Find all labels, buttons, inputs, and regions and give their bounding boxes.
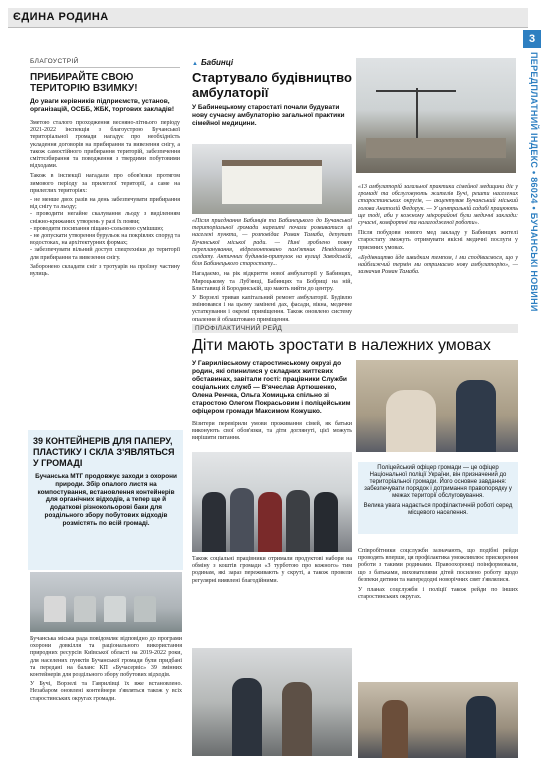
person <box>286 490 310 552</box>
side-strip-text: ПЕРЕДПЛАТНИЙ ІНДЕКС • 86024 • БУЧАНСЬКІ НОВИНИ <box>529 52 539 312</box>
body-paragraph: Візитери перевірили умови проживання сімей, як батьки виконують свої обов'язки, та діти доглянуті, цієї можуть вирішити питання. <box>192 421 352 442</box>
recycling-body <box>30 636 182 703</box>
clinic-building-photo <box>192 144 352 214</box>
clinic-header <box>192 58 352 128</box>
divider <box>30 67 180 68</box>
person <box>258 492 282 552</box>
photo-caption: Поліцейський офіцер громади — це офіцер Національної поліції України, він призначений до територіальної громади. Його основне завдання: забезпечувати порядок і дотримання правопорядку у межах території обслуговування. <box>364 465 512 499</box>
rubric: ПРОФІЛАКТИЧНИЙ РЕЙД <box>192 324 518 333</box>
family-photo <box>356 360 518 452</box>
raid-body-left <box>192 556 352 585</box>
clinic-body-right <box>358 184 518 276</box>
headline: 39 КОНТЕЙНЕРІВ ДЛЯ ПАПЕРУ, ПЛАСТИКУ І СКЛА З'ЯВЛЯТЬСЯ У ГРОМАДІ <box>33 436 175 468</box>
left-article <box>30 58 180 278</box>
body-paragraph: Зметою сталого проходження весняно-літнього періоду 2021-2022 інспекція з благоустрою Бучанської територіальної громади нагадує про необхідність укладення договорів на прибирання та вивезення снігу, а також самостійного прибирання територій, забезпечення сміттєзбирання та поводження з твердими побутовими відходами. <box>30 120 180 170</box>
headline: Стартувало будівництво амбулаторії <box>192 70 352 100</box>
home-photo <box>358 682 518 758</box>
body-paragraph: У Бучі, Ворзелі та Гаврилівці їх вже встановлено. Незабаром оновлені контейнери з'являться також у всіх старостинських округах громади. <box>30 681 182 702</box>
body-paragraph: Бучанська міська рада повідомляє відповідно до програми охорони довкілля та раціонального використання природних ресурсів Київської області на 2019-2022 роки, для населених пунктів Бучанської громади були придбані та передані на баланс КП «Бучасервіс» 39 змінних контейнерів для роздільного збору побутових відходів. <box>30 636 182 679</box>
bullet-item: - забезпечувати вільний доступ спецтехніки до території для прибирання та вивезення снігу. <box>30 247 180 261</box>
body-paragraph: У планах соцслужби і поліції також рейди по інших старостинських округах. <box>358 587 518 601</box>
roof <box>222 160 322 166</box>
foundation <box>366 138 506 158</box>
container <box>74 596 96 622</box>
containers-photo <box>30 572 182 632</box>
body-paragraph: Нагадаємо, на рік відкриття нової амбулаторії у Бабинцях, Мироцькому та Луб'янці, Бабинцях та Бобриці на ній, Блиставиці й Бородянській, що мають вийти до центру. <box>192 271 352 292</box>
headline: Діти мають зростати в належних умовах <box>192 337 491 354</box>
page-header <box>8 8 528 28</box>
lead: У Бабинецькому старостаті почали будувати нову сучасну амбулаторію загальної практики сімейної медицини. <box>192 104 345 127</box>
container <box>44 596 66 622</box>
bullet-item: - проводити негайне скалування льоду з виділенням сніжно-крижаних утворень у разі їх появи; <box>30 211 180 225</box>
raid-lead <box>192 360 352 443</box>
body-paragraph: У Ворзелі тривав капітальний ремонт амбулаторії. Будівлю змінювався і на цьому замінені дах, фасади, вікна, медичне устаткування і окремі приміщення. Також оновлено систему опалення й облаштовано приміщення. <box>192 295 352 323</box>
clinic-body-left <box>192 218 352 324</box>
recycling-article <box>33 436 179 528</box>
caption-content <box>362 465 514 517</box>
construction-photo <box>356 58 516 173</box>
person <box>382 700 408 758</box>
child <box>386 390 436 452</box>
headline: ПРИБИРАЙТЕ СВОЮ ТЕРИТОРІЮ ВЗИМКУ! <box>30 72 138 94</box>
lead: У Гаврилівському старостинському окрузі до родин, які опинилися у складних життєвих обставинах, завітали гості: працівники Служби соціальних служб — В'ячеслав Артюшенко, Олена Ренчка, Ольга Хомицька спільно зі старостою Олегом Покрасьовим і поліцейським офіцером громади Максимом Кожушко. <box>192 360 351 415</box>
person <box>230 488 254 552</box>
quote: «Будівництво йде швидким темпом, і ми сподіваємося, що у найближчий термін ми отримаємо нову амбулаторію», — зазначив Роман Тамаба. <box>358 254 518 276</box>
person <box>202 492 226 552</box>
body-paragraph: Також в інспекції нагадали про обов'язки протягом зимового періоду за прилеглої території, а саме на прилеглих територіях: <box>30 173 180 194</box>
crane-arm <box>376 90 456 92</box>
photo-caption: Велика увага надається профілактичній роботі серед місцевого населення. <box>363 503 513 516</box>
quote: «13 амбулаторій загальної практики сімейної медицини діє у громаді та обслуговують жителів Бучі, решти населених старостинських округів, — акцентував Бучанський міський голова Анатолій Федорук. — У центральній садибі працюють ще тоді, аби у кожному мікрорайоні були медичні заклади: сучасні, комфортні та налагодженої роботи». <box>358 184 518 227</box>
person <box>314 492 338 552</box>
building <box>222 166 322 204</box>
rubric: БЛАГОУСТРІЙ <box>30 58 79 65</box>
container <box>134 596 156 622</box>
section-title: ЄДИНА РОДИНА <box>13 11 109 23</box>
bullet-item: - проводити посипання піщано-сольовою сумішшю; <box>30 225 164 232</box>
person <box>282 682 312 756</box>
side-strip <box>523 52 541 612</box>
bullet-item: - не допускати утворення бурульок на покрівлях споруд та водостоках, на архітектурних формах; <box>30 233 180 247</box>
visit-photo <box>192 648 352 756</box>
raid-body-right <box>358 548 518 601</box>
bullet-item: - не менше двох разів на день забезпечувати прибирання від снігу та льоду; <box>30 197 180 211</box>
container <box>104 596 126 622</box>
officer <box>232 678 262 756</box>
body-paragraph: Співробітники соцслужби зазначають, що подібні рейди проводять вперше, ця профілактика уможливлює прискорення роботи з такими родинами. Правоохоронці поінформовали, що з батьками, вихователями дітей посилено роботу щодо безпеки дитини та напередодні новорічних свят з'являлися. <box>358 548 518 583</box>
officer <box>456 380 496 452</box>
page-number: 3 <box>523 30 541 48</box>
body-paragraph: Заборонено складати сніг з тротуарів на проїзну частину вулиць. <box>30 263 180 278</box>
body-paragraph: Також соціальні працівники отримали продуктові набори на обміну з коштів громади «З турботою про кожного» тим родинам, які зараз переживають у скруті, а також провели регулярні виявлені благодійними. <box>192 556 352 584</box>
officer <box>466 696 496 758</box>
lead: До уваги керівників підприємств, установ, організацій, ОСББ, ЖБК, торгових закладів! <box>30 98 175 113</box>
body-paragraph: Після побудови нового мед закладу у Бабинцях жителі старостату зможуть отримувати якісні медичні послуги у приємних умовах. <box>358 230 518 251</box>
quote: «Після приєднання Бабинців та Бабинецького до Бучанської територіальної громади нарешті почали розвиватися ці населені пункти, — розповідає Роман Тамаба, депутат Бучанської міської ради. — Нині зроблено повну перепланування, відремонтовано пам'ятник Невідомому солдату. Античних будинків-притулок на вулиці Заводській, біля Бабинецького старостату... <box>192 218 352 268</box>
raid-article <box>192 324 518 355</box>
team-photo <box>192 452 352 552</box>
location-tag: ▲ Бабинці <box>192 58 352 67</box>
lead: Бучанська МТГ продовжує заходи з охорони природи. Збір опалого листя на компостування, встановлення контейнерів для органічних відходів, а тепер ще й додаткові різнокольорові баки для роздільного збору побутових відходів розмістять по всій громаді. <box>35 473 177 527</box>
